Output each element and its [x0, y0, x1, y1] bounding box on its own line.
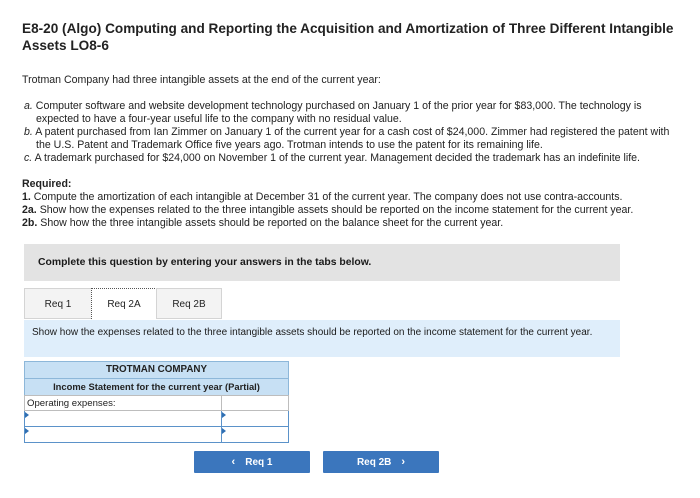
- expense-amount-input[interactable]: [224, 428, 286, 442]
- requirement-tabs: [24, 288, 221, 321]
- input-marker-icon: [222, 428, 226, 434]
- required-item-2b: [22, 217, 682, 230]
- table-row: [25, 427, 289, 443]
- statement-header: [24, 361, 289, 396]
- next-tab-button[interactable]: [323, 451, 439, 473]
- required-num: 1.: [22, 191, 31, 203]
- next-tab-label: Req 2B: [356, 457, 392, 468]
- required-text: Compute the amortization of each intangible at December 31 of the current year. The company does not use contra-accounts.: [33, 191, 623, 203]
- required-text: Show how the three intangible assets should be reported on the balance sheet for the current year.: [40, 217, 504, 229]
- problem-title-line2: Assets LO8-6: [22, 38, 109, 53]
- income-statement-table: [24, 395, 289, 443]
- dropdown-marker-icon: [25, 412, 29, 418]
- operating-expenses-label: Operating expenses:: [25, 396, 222, 411]
- problem-title-line1: E8-20 (Algo) Computing and Reporting the Acquisition and Amortization of Three Different Intangible: [22, 21, 674, 36]
- chevron-left-icon: ‹: [231, 456, 236, 468]
- required-item-2a: [22, 204, 682, 217]
- previous-tab-button[interactable]: [194, 451, 310, 473]
- statement-subtitle: Income Statement for the current year (Partial): [53, 381, 260, 392]
- asset-item-c: [22, 152, 680, 165]
- asset-letter: a.: [24, 100, 33, 112]
- tab-req-2b[interactable]: Req 2B: [156, 288, 222, 319]
- required-num: 2b.: [22, 217, 38, 229]
- expense-label-input[interactable]: [27, 412, 219, 426]
- asset-text: A patent purchased from Ian Zimmer on January 1 of the current year for a cash cost of $24,000. Zimmer had registered the patent with the U.S. Patent and Trademark Office five years ago. Trotman intends to use the patent for its remaining life.: [35, 126, 670, 151]
- asset-letter: c.: [24, 152, 33, 164]
- required-heading: Required:: [22, 178, 72, 190]
- table-row: [25, 411, 289, 427]
- tab-req-1[interactable]: Req 1: [24, 288, 92, 319]
- asset-item-a: [22, 100, 680, 126]
- asset-text: A trademark purchased for $24,000 on November 1 of the current year. Management decided the trademark has an indefinite life.: [34, 152, 640, 164]
- input-marker-icon: [222, 412, 226, 418]
- required-num: 2a.: [22, 204, 37, 216]
- instructions-banner: Complete this question by entering your answers in the tabs below.: [24, 244, 620, 281]
- required-item-1: [22, 191, 682, 204]
- dropdown-marker-icon: [25, 428, 29, 434]
- asset-text: Computer software and website development technology purchased on January 1 of the prior year for $83,000. The technology is expected to have a four-year useful life to the company with no residual value.: [35, 100, 642, 125]
- chevron-right-icon: ›: [401, 456, 406, 468]
- required-section: [22, 178, 682, 230]
- asset-list: [22, 100, 680, 165]
- expense-amount-cell: [222, 411, 289, 427]
- tab-req-2a[interactable]: Req 2A: [91, 288, 157, 321]
- problem-title: [22, 20, 682, 54]
- previous-tab-label: Req 1: [245, 457, 273, 468]
- required-text: Show how the expenses related to the three intangible assets should be reported on the income statement for the current year.: [39, 204, 634, 216]
- expense-label-cell: [25, 427, 222, 443]
- problem-intro: Trotman Company had three intangible assets at the end of the current year:: [22, 74, 381, 86]
- expense-amount-cell: [222, 427, 289, 443]
- tab-instruction: Show how the expenses related to the three intangible assets should be reported on the income statement for the current year.: [24, 320, 620, 357]
- expense-label-input[interactable]: [27, 428, 219, 442]
- statement-company: TROTMAN COMPANY: [25, 362, 288, 379]
- asset-item-b: [22, 126, 680, 152]
- asset-letter: b.: [24, 126, 33, 138]
- expense-label-cell: [25, 411, 222, 427]
- expense-amount-input[interactable]: [224, 412, 286, 426]
- section-amount-cell: [222, 396, 289, 411]
- section-row: [25, 396, 289, 411]
